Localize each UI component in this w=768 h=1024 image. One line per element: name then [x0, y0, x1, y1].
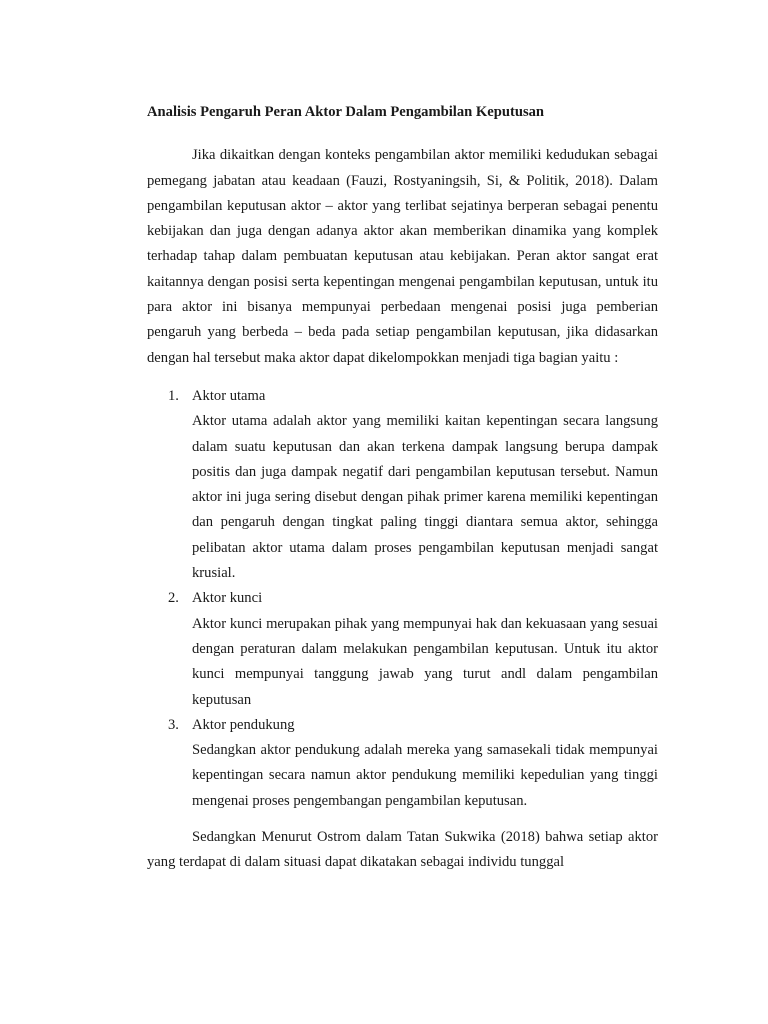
closing-paragraph: Sedangkan Menurut Ostrom dalam Tatan Sukwika (2018) bahwa setiap aktor yang terdapat di dalam situasi dapat dikatakan sebagai individu tunggal	[147, 829, 658, 871]
list-item-body: Sedangkan aktor pendukung adalah mereka yang samasekali tidak mempunyai kepentingan secara namun aktor pendukung memiliki kepedulian yang tinggi mengenai proses pengembangan pengambilan keputusan.	[192, 742, 658, 809]
list-item-number: 2.	[168, 590, 179, 607]
list-item-title: Aktor pendukung	[192, 716, 295, 733]
document-content	[147, 100, 658, 876]
list-item	[147, 586, 658, 712]
list-item-body: Aktor kunci merupakan pihak yang mempunyai hak dan kekuasaan yang sesuai dengan peraturan dalam melakukan pengambilan keputusan. Untuk itu aktor kunci mempunyai tanggung jawab yang turut andl dalam pengambilan keputusan	[192, 615, 658, 708]
intro-paragraph: Jika dikaitkan dengan konteks pengambilan aktor memiliki kedudukan sebagai pemegang jabatan atau keadaan (Fauzi, Rostyaningsih, Si, & Politik, 2018). Dalam pengambilan keputusan aktor – aktor yang terlibat sejatinya berperan sebagai penentu kebijakan dan juga dengan adanya aktor akan memberikan dinamika yang komplek terhadap tahap dalam pembuatan keputusan atau kebijakan. Peran aktor sangat erat kaitannya dengan posisi serta kepentingan mengenai pengambilan keputusan, untuk itu para aktor ini bisanya mempunyai perbedaan mengenai posisi juga pemberian pengaruh yang berbeda – beda pada setiap pengambilan keputusan, jika didasarkan dengan hal tersebut maka aktor dapat dikelompokkan menjadi tiga bagian yaitu :	[147, 147, 658, 366]
list-item-title: Aktor utama	[192, 387, 266, 404]
list-item-body: Aktor utama adalah aktor yang memiliki kaitan kepentingan secara langsung dalam suatu keputusan dan akan terkena dampak langsung berupa dampak positis dan juga dampak negatif dari pengambilan keputusan tersebut. Namun aktor ini juga sering disebut dengan pihak primer karena memiliki kepentingan dan pengaruh dengan tingkat paling tinggi diantara semua aktor, sehingga pelibatan aktor utama dalam proses pengambilan keputusan menjadi sangat krusial.	[192, 413, 658, 582]
list-item-title: Aktor kunci	[192, 590, 263, 607]
list-item	[147, 384, 658, 586]
list-item-number: 1.	[168, 387, 179, 404]
list-item-number: 3.	[168, 716, 179, 733]
list-item	[147, 713, 658, 814]
actor-list	[147, 384, 658, 814]
document-title: Analisis Pengaruh Peran Aktor Dalam Pengambilan Keputusan	[147, 104, 545, 120]
